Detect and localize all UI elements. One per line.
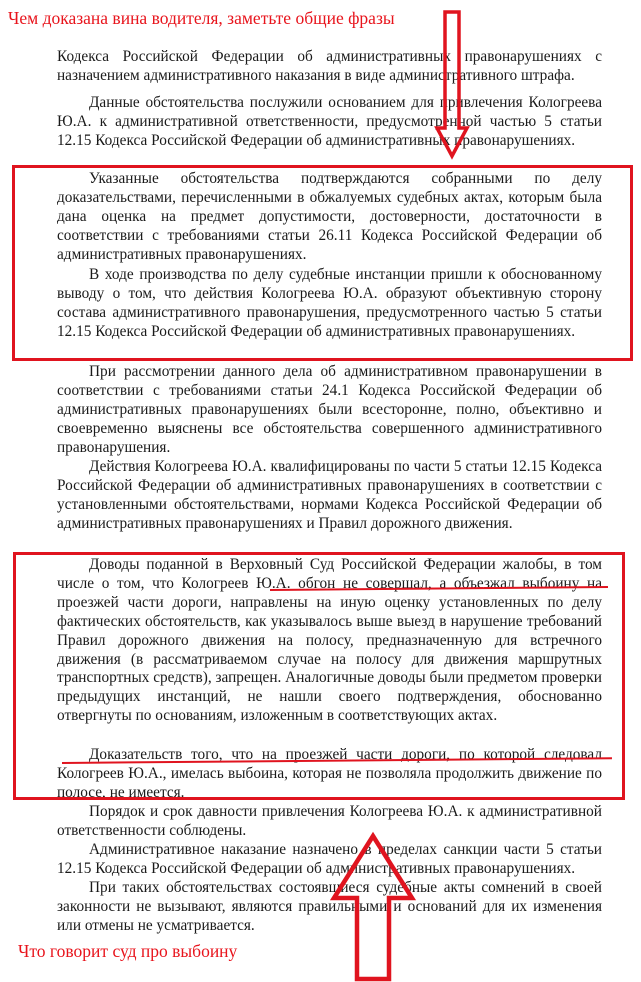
paragraph-5: При рассмотрении данного дела об административном правонарушении в соответствии с требованиями статьи 24.1 Кодекса Российской Федерации об административных правонарушениях были всесторонне, полно, объективно и своевременно выяснены все обстоятельства совершенного административного правонарушения. bbox=[57, 363, 602, 456]
annotation-caption-top: Чем доказана вина водителя, заметьте общие фразы bbox=[8, 8, 395, 28]
paragraph-10: Административное наказание назначено в пределах санкции части 5 статьи 12.15 Кодекса Российской Федерации об административных правонарушениях. bbox=[57, 841, 602, 877]
paragraph-11: При таких обстоятельствах состоявшиеся судебные акты сомнений в своей законности не вызывают, являются правильными и оснований для их изменения или отмены не усматривается. bbox=[57, 879, 602, 934]
paragraph-7: Доводы поданной в Верховный Суд Российской Федерации жалобы, в том числе о том, что Кологреев Ю.А. обгон не совершал, а объезжал выбоину на проезжей части дороги, направлены на иную оценку установленных по делу фактических обстоятельств, как указывалось выше выезд в нарушение требований Правил дорожного движения на полосу, предназначенную для встречного движения (в рассматриваемом случае на полосу для движения маршрутных транспортных средств), запрещен. Аналогичные доводы были предметом проверки предыдущих инстанций, не нашли своего подтверждения, обоснованно отвергнуты по основаниям, изложенным в соответствующих актах. bbox=[57, 556, 602, 725]
annotation-caption-bottom: Что говорит суд про выбоину bbox=[18, 941, 238, 961]
arrow-down-icon bbox=[434, 10, 470, 160]
paragraph-2: Данные обстоятельства послужили основанием для привлечения Кологреева Ю.А. к административной ответственности, предусмотренной частью 5 статьи 12.15 Кодекса Российской Федерации об административных правонарушениях. bbox=[57, 94, 602, 149]
paragraph-8: Доказательств того, что на проезжей части дороги, по которой следовал Кологреев Ю.А., имелась выбоина, которая не позволяла продолжить движение по полосе, не имеется. bbox=[57, 746, 602, 801]
arrow-up-icon bbox=[330, 832, 416, 982]
paragraph-3: Указанные обстоятельства подтверждаются собранными по делу доказательствами, перечисленными в обжалуемых судебных актах, которым была дана оценка на предмет допустимости, достоверности, достаточности в соответствии с требованиями статьи 26.11 Кодекса Российской Федерации об административных правонарушениях. bbox=[57, 170, 602, 263]
paragraph-6: Действия Кологреева Ю.А. квалифицированы по части 5 статьи 12.15 Кодекса Российской Федерации об административных правонарушениях в соответствии с установленными обстоятельствами, нормами Кодекса Российской Федерации об административных правонарушениях и Правил дорожного движения. bbox=[57, 458, 602, 532]
paragraph-4: В ходе производства по делу судебные инстанции пришли к обоснованному выводу о том, что действия Кологреева Ю.А. образуют объективную сторону состава административного правонарушения, предусмотренного частью 5 статьи 12.15 Кодекса Российской Федерации об административных правонарушениях. bbox=[57, 266, 602, 340]
paragraph-1: Кодекса Российской Федерации об административных правонарушениях с назначением административного наказания в виде административного штрафа. bbox=[57, 48, 602, 84]
paragraph-9: Порядок и срок давности привлечения Кологреева Ю.А. к административной ответственности соблюдены. bbox=[57, 803, 602, 839]
